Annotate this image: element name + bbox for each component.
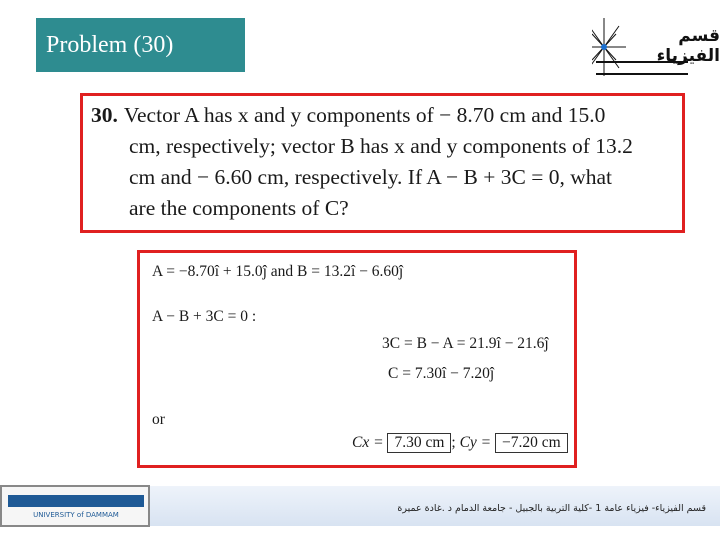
- solution-line-3: 3C = B − A = 21.9î − 21.6ĵ: [382, 335, 549, 352]
- or-label: or: [152, 411, 165, 428]
- footer-text: قسم الفيزياء- فيزياء عامة 1 -كلية التربية بالجبيل - جامعة الدمام د .غادة عميرة: [397, 503, 706, 514]
- cx-label: Cx =: [352, 434, 384, 451]
- university-logo: [0, 485, 150, 527]
- solution-line-4: C = 7.30î − 7.20ĵ: [388, 365, 495, 382]
- problem-statement: [91, 100, 676, 224]
- solution-box: [137, 250, 577, 468]
- cy-label: Cy =: [459, 434, 492, 451]
- problem-line-4: are the components of C?: [129, 196, 349, 220]
- solution-line-1: A = −8.70î + 15.0ĵ and B = 13.2î − 6.60ĵ: [152, 263, 404, 280]
- university-logo-text: UNIVERSITY of DAMMAM: [33, 511, 119, 519]
- components-answer: [352, 433, 568, 453]
- department-logo-text: قسم الفيزياء: [656, 26, 720, 66]
- answer-separator: ;: [451, 434, 456, 451]
- problem-line-2: cm, respectively; vector B has x and y components of 13.2: [129, 134, 633, 158]
- problem-line-3: cm and − 6.60 cm, respectively. If A − B + 3C = 0, what: [129, 165, 612, 189]
- solution-line-2: A − B + 3C = 0 :: [152, 308, 257, 325]
- problem-number: 30.: [91, 103, 118, 127]
- slide-title: Problem (30): [36, 18, 245, 72]
- cy-value: −7.20 cm: [495, 433, 568, 453]
- university-logo-mark: [6, 491, 146, 521]
- problem-line-1: Vector A has x and y components of − 8.70 cm and 15.0: [123, 103, 606, 127]
- cx-value: 7.30 cm: [387, 433, 451, 453]
- problem-box: [80, 93, 685, 233]
